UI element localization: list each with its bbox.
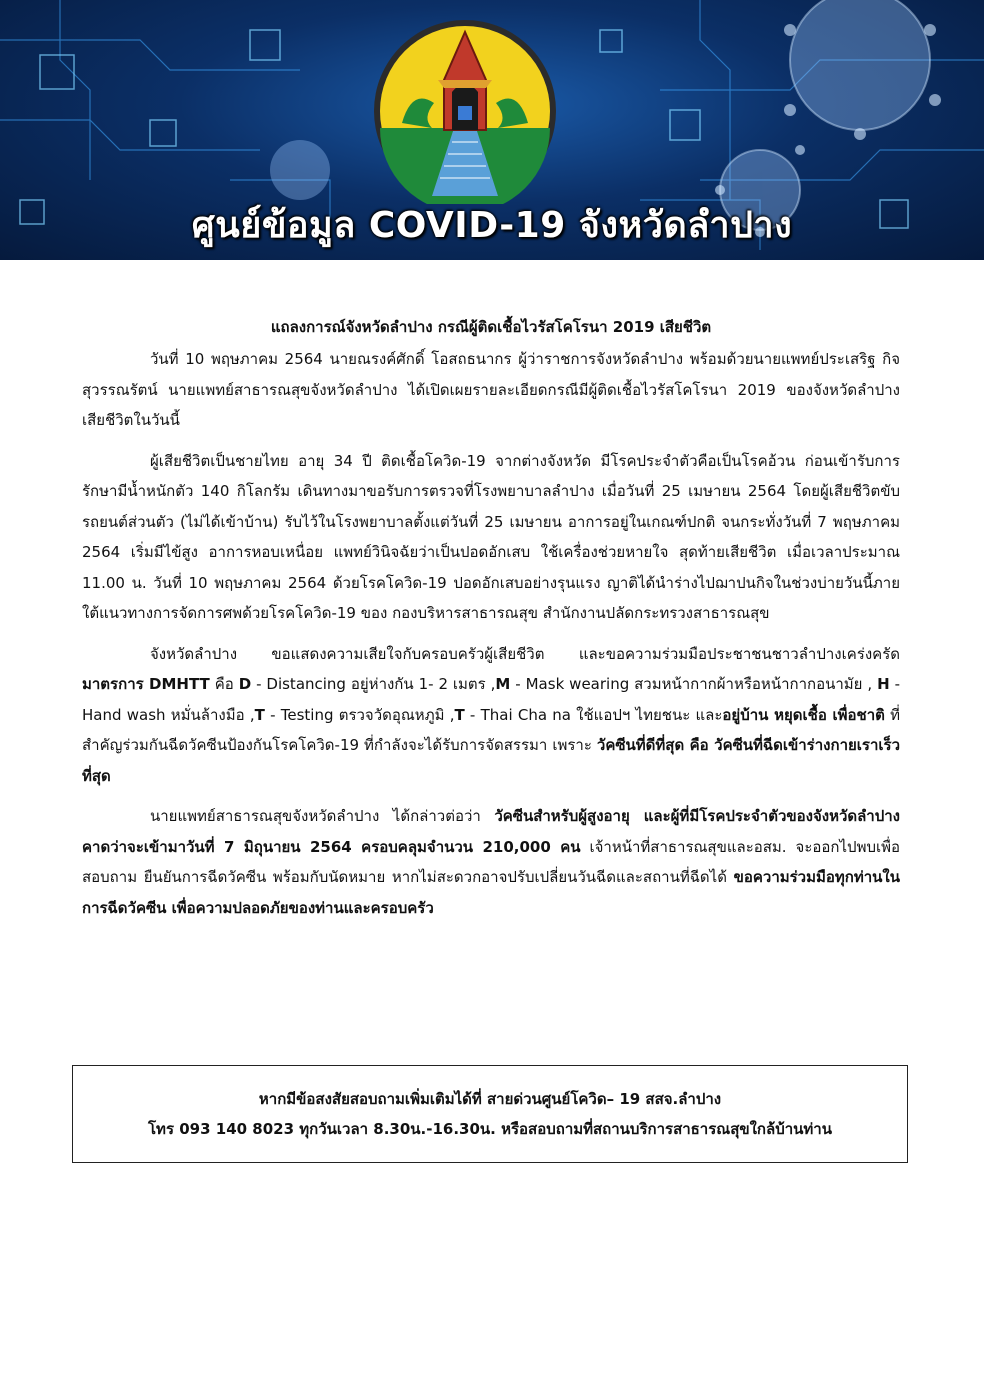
announcement-body [82,312,900,923]
document-title: แถลงการณ์จังหวัดลำปาง กรณีผู้ติดเชื้อไวรัสโคโรนา 2019 เสียชีวิต [270,318,712,336]
p3-bold-m: M [495,675,511,693]
p3-bold-d: D [238,675,252,693]
p4-bold-vaccine-schedule: วัคซีนสำหรับผู้สูงอายุ และผู้ที่มีโรคประจำตัวของจังหวัดลำปาง คาดว่าจะเข้ามาวันที่ 7 มิถุนายน 2564 ครอบคลุมจำนวน 210,000 คน [82,807,900,856]
contact-line-2: โทร 093 140 8023 ทุกวันเวลา 8.30น.-16.30น. หรือสอบถามที่สถานบริการสาธารณสุขใกล้บ้านท่าน [148,1120,832,1138]
p3-text-1: จังหวัดลำปาง ขอแสดงความเสียใจกับครอบครัวผู้เสียชีวิต และขอความร่วมมือประชาชนชาวลำปางเคร่งครัด [150,644,900,663]
paragraph-1: วันที่ 10 พฤษภาคม 2564 นายณรงค์ศักดิ์ โอสถธนากร ผู้ว่าราชการจังหวัดลำปาง พร้อมด้วยนายแพทย์ประเสริฐ กิจสุวรรณรัตน์ นายแพทย์สาธารณสุขจังหวัดลำปาง ได้เปิดเผยรายละเอียดกรณีมีผู้ติดเชื้อไวรัสโคโรนา 2019 ของจังหวัดลำปางเสียชีวิตในวันนี้ [82,350,900,429]
p3-text-4: - Mask wearing สวมหน้ากากผ้าหรือหน้ากากอนามัย , [510,675,878,693]
paragraph-2: ผู้เสียชีวิตเป็นชายไทย อายุ 34 ปี ติดเชื้อโควิด-19 จากต่างจังหวัด มีโรคประจำตัวคือเป็นโรคอ้วน ก่อนเข้ารับการรักษามีน้ำหนักตัว 140 กิโลกรัม เดินทางมาขอรับการตรวจที่โรงพยาบาลลำปาง เมื่อวันที่ 25 เมษายน 2564 โดยผู้เสียชีวิตขับรถยนต์ส่วนตัว (ไม่ได้เข้าบ้าน) รับไว้ในโรงพยาบาลตั้งแต่วันที่ 25 เมษายน อาการอยู่ในเกณฑ์ปกติ จนกระทั่งวันที่ 7 พฤษภาคม 2564 เริ่มมีไข้สูง อาการหอบเหนื่อย แพทย์วินิจฉัยว่าเป็นปอดอักเสบ ใช้เครื่องช่วยหายใจ สุดท้ายเสียชีวิต เมื่อเวลาประมาณ 11.00 น. วันที่ 10 พฤษภาคม 2564 ด้วยโรคโควิด-19 ปอดอักเสบอย่างรุนแรง ญาติได้นำร่างไปฌาปนกิจในช่วงบ่ายวันนี้ภายใต้แนวทางการจัดการศพด้วยโรคโควิด-19 ของ กองบริหารสาธารณสุข สำนักงานปลัดกระทรวงสาธารณสุข [82,451,900,622]
paragraph-3 [82,639,900,792]
p3-text-7: - Thai Cha na ใช้แอปฯ ไทยชนะ และ [464,705,723,724]
contact-info-box [72,1065,908,1163]
paragraph-4 [82,801,900,923]
p3-bold-best-vaccine: วัคซีนที่ดีที่สุด คือ วัคซีนที่ฉีดเข้าร่างกายเราเร็วที่สุด [82,736,900,785]
p4-text-1: นายแพทย์สาธารณสุขจังหวัดลำปาง ได้กล่าวต่อว่า [150,807,495,825]
p3-bold-h: H [877,675,890,693]
p3-text-3: - Distancing อยู่ห่างกัน 1- 2 เมตร , [251,675,496,693]
p4-text-2: เจ้าหน้าที่สาธารณสุขและอสม. จะออกไปพบเพื่อสอบถาม ยืนยันการฉีดวัคซีน พร้อมกับนัดหมาย หากไม่สะดวกอาจปรับเปลี่ยนวันฉีดและสถานที่ฉีดได้ [82,837,900,886]
banner-title: ศูนย์ข้อมูล COVID-19 จังหวัดลำปาง [191,205,793,246]
contact-line-1: หากมีข้อสงสัยสอบถามเพิ่มเติมได้ที่ สายด่วนศูนย์โควิด– 19 สสจ.ลำปาง [258,1090,722,1108]
p3-bold-t2: T [454,705,465,724]
p4-bold-cooperation: ขอความร่วมมือทุกท่านในการฉีดวัคซีน เพื่อความปลอดภัยของท่านและครอบครัว [82,868,900,917]
lampang-provincial-seal-icon [372,18,558,204]
p3-bold-stay-home: อยู่บ้าน หยุดเชื้อ เพื่อชาติ [722,705,885,724]
header-banner [0,0,984,260]
p3-text-8: ที่สำคัญร่วมกันฉีดวัคซีนป้องกันโรคโควิด-19 ที่กำลังจะได้รับการจัดสรรมา เพราะ [82,705,901,754]
p3-text-5: - Hand wash หมั่นล้างมือ , [82,675,900,724]
p3-bold-t1: T [254,705,265,724]
p3-text-2: คือ [209,675,239,693]
p3-text-6: - Testing ตรวจวัดอุณหภูมิ , [264,705,455,724]
p3-bold-measures: มาตรการ DMHTT [82,675,210,693]
